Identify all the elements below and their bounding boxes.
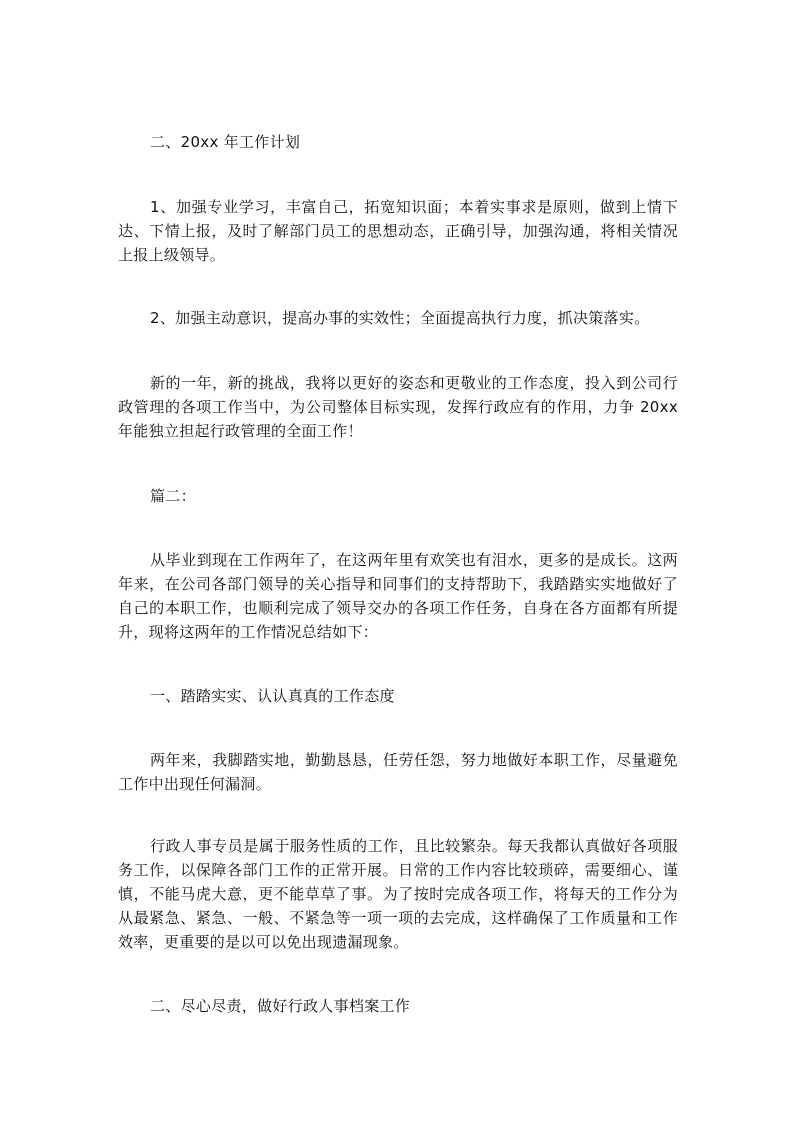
heading-part-two: 篇二：	[150, 487, 196, 505]
paragraph-hr-specialist: 行政人事专员是属于服务性质的工作，且比较繁杂。每天我都认真做好各项服务工作，以保障各部门工作的正常开展。日常的工作内容比较琐碎，需要细心、谨慎，不能马虎大意，更不能草草了事。为了按时完成各项工作，将每天的工作分为从最紧急、紧急、一般、不紧急等一项一项的去完成，这样确保了工作质量和工作效率，更重要的是以可以免出现遗漏现象。	[118, 837, 678, 951]
section-heading-archives: 二、尽心尽责，做好行政人事档案工作	[150, 997, 411, 1015]
paragraph-two-years: 两年来，我脚踏实地，勤勤恳恳，任劳任怨，努力地做好本职工作，尽量避免工作中出现任何漏洞。	[118, 751, 678, 793]
paragraph-plan-item-1: 1、加强专业学习，丰富自己，拓宽知识面；本着实事求是原则，做到上情下达、下情上报，及时了解部门员工的思想动态，正确引导，加强沟通，将相关情况上报上级领导。	[118, 198, 678, 264]
paragraph-plan-item-2: 2、加强主动意识，提高办事的实效性；全面提高执行力度，抓决策落实。	[150, 309, 650, 327]
section-heading-attitude: 一、踏踏实实、认认真真的工作态度	[150, 687, 395, 705]
section-heading-work-plan: 二、20xx 年工作计划	[150, 133, 301, 151]
paragraph-new-year: 新的一年，新的挑战，我将以更好的姿态和更敬业的工作态度，投入到公司行政管理的各项工作当中，为公司整体目标实现，发挥行政应有的作用，力争 20xx 年能独立担起行政管理的全面工作！	[118, 374, 678, 440]
paragraph-intro-summary: 从毕业到现在工作两年了，在这两年里有欢笑也有泪水，更多的是成长。这两年来，在公司各部门领导的关心指导和同事们的支持帮助下，我踏踏实实地做好了自己的本职工作，也顺利完成了领导交办的各项工作任务，自身在各方面都有所提升，现将这两年的工作情况总结如下：	[118, 551, 678, 641]
